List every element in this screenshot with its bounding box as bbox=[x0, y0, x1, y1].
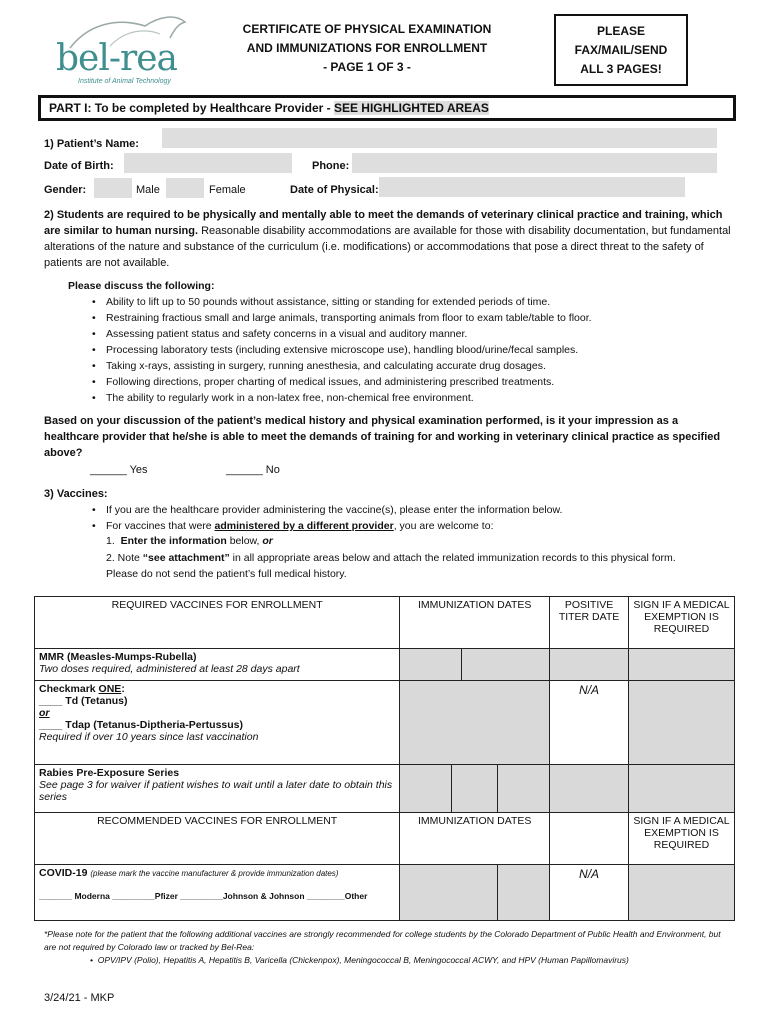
covid-cell bbox=[35, 865, 400, 921]
please-line-1: PLEASE bbox=[596, 24, 645, 38]
note-bullet-text: OPV/IPV (Polio), Hepatitis A, Hepatitis B, Varicella (Chickenpox), Meningococcal B, Meningococcal ACWY, and HPV (Human Papillomavirus) bbox=[97, 955, 629, 965]
female-checkbox[interactable] bbox=[166, 178, 204, 198]
checkmark-post: : bbox=[121, 683, 125, 695]
immunization-dates-header-2: IMMUNIZATION DATES bbox=[400, 813, 550, 865]
mmr-exemption[interactable] bbox=[629, 649, 735, 681]
covid-manufacturer-options[interactable]: _______ Moderna _________Pfizer _________Johnson & Johnson ________Other bbox=[39, 891, 368, 901]
recommended-header: RECOMMENDED VACCINES FOR ENROLLMENT bbox=[35, 813, 400, 865]
covid-dose-2[interactable] bbox=[498, 865, 550, 921]
date-physical-field[interactable] bbox=[379, 177, 685, 197]
tetanus-date[interactable] bbox=[400, 681, 550, 765]
section-2-paragraph bbox=[44, 207, 734, 271]
discuss-item: • The ability to regularly work in a non-latex free, non-chemical free environment. bbox=[92, 390, 732, 406]
mmr-row bbox=[35, 649, 735, 681]
vaccines-instructions bbox=[92, 502, 732, 534]
instruction-2-pre: For vaccines that were bbox=[106, 520, 215, 532]
vaccine-instruction-2 bbox=[92, 518, 732, 534]
part-one-banner bbox=[38, 95, 736, 121]
option-1-rest: below, bbox=[226, 535, 263, 547]
mmr-titer[interactable] bbox=[550, 649, 629, 681]
vaccines-heading: 3) Vaccines: bbox=[44, 488, 108, 500]
covid-dose-1[interactable] bbox=[400, 865, 498, 921]
title-line-1: CERTIFICATE OF PHYSICAL EXAMINATION bbox=[242, 22, 492, 36]
immunization-dates-header: IMMUNIZATION DATES bbox=[400, 597, 550, 649]
no-option[interactable]: ______ No bbox=[226, 464, 280, 476]
footer-revision: 3/24/21 - MKP bbox=[44, 992, 115, 1004]
mmr-note: Two doses required, administered at least 28 days apart bbox=[39, 663, 300, 675]
section-2-rest: Reasonable disability accommodations are available for those with disability documentation, but fundamental alterations of the nature and substance of the curriculum (i.e. modifications) or accommodations that pose a direct threat to the safety of patients are not available. bbox=[44, 225, 731, 269]
discuss-item: • Following directions, proper charting of medical issues, and administering prescribed treatments. bbox=[92, 374, 732, 390]
td-option[interactable]: ____ Td (Tetanus) bbox=[39, 695, 128, 707]
date-physical-label: Date of Physical: bbox=[290, 184, 379, 196]
part-one-prefix: PART I: To be completed by Healthcare Provider - bbox=[49, 101, 334, 115]
mmr-dose-1[interactable] bbox=[400, 649, 462, 681]
instruction-2-post: , you are welcome to: bbox=[393, 520, 494, 532]
discuss-item: • Assessing patient status and safety concerns in a visual and auditory manner. bbox=[92, 326, 732, 342]
tetanus-cell bbox=[35, 681, 400, 765]
rabies-dose-3[interactable] bbox=[498, 765, 550, 813]
discuss-item: • Processing laboratory tests (including extensive microscope use), handling blood/urine/fecal samples. bbox=[92, 342, 732, 358]
or-text: or bbox=[39, 707, 50, 719]
option-2-bold: “see attachment” bbox=[142, 552, 230, 564]
patient-name-field[interactable] bbox=[162, 128, 717, 148]
dob-label: Date of Birth: bbox=[44, 160, 114, 172]
checkmark-one: ONE bbox=[98, 683, 122, 695]
recommended-vaccines-note bbox=[44, 928, 724, 967]
covid-title: COVID-19 bbox=[39, 867, 88, 879]
gender-label: Gender: bbox=[44, 184, 87, 196]
tdap-note: Required if over 10 years since last vaccination bbox=[39, 731, 259, 743]
title-line-2: AND IMMUNIZATIONS FOR ENROLLMENT bbox=[246, 41, 488, 55]
required-header-row bbox=[35, 597, 735, 649]
option-1-bold: Enter the information bbox=[120, 535, 227, 547]
recommended-header-row bbox=[35, 813, 735, 865]
tetanus-exemption[interactable] bbox=[629, 681, 735, 765]
please-line-3: ALL 3 PAGES! bbox=[580, 62, 662, 76]
instruction-2-underlined: administered by a different provider bbox=[214, 520, 394, 532]
yes-option[interactable]: ______ Yes bbox=[90, 464, 148, 476]
impression-question: Based on your discussion of the patient’s medical history and physical examination performed, is it your impression as a healthcare provider that he/she is able to meet the demands of training for and working in veterinary clinical practice as specified above? bbox=[44, 415, 721, 459]
vaccine-table bbox=[34, 596, 735, 921]
tetanus-row bbox=[35, 681, 735, 765]
please-send-box bbox=[554, 14, 688, 86]
note-bullet: • OPV/IPV (Polio), Hepatitis A, Hepatitis B, Varicella (Chickenpox), Meningococcal B, Meningococcal ACWY, and HPV (Human Papillomavirus) bbox=[90, 955, 629, 965]
rabies-note: See page 3 for waiver if patient wishes to wait until a later date to obtain this series bbox=[39, 779, 393, 803]
part-one-highlight: SEE HIGHLIGHTED AREAS bbox=[333, 101, 489, 115]
rabies-dose-2[interactable] bbox=[452, 765, 498, 813]
mmr-dose-2[interactable] bbox=[462, 649, 550, 681]
option-2 bbox=[106, 550, 686, 582]
title-line-3: - PAGE 1 OF 3 - bbox=[323, 60, 411, 74]
logo-subtitle: Institute of Animal Technology bbox=[78, 78, 171, 85]
option-2-rest: in all appropriate areas below and attach the related immunization records to this physical form. Please do not send the patient’s full medical history. bbox=[106, 552, 676, 580]
mmr-cell bbox=[35, 649, 400, 681]
covid-titer-na: N/A bbox=[550, 865, 629, 921]
option-1 bbox=[106, 535, 273, 547]
tdap-option[interactable]: ____ Tdap (Tetanus-Diptheria-Pertussus) bbox=[39, 719, 244, 731]
medical-exemption-header-2: SIGN IF A MEDICAL EXEMPTION IS REQUIRED bbox=[629, 813, 735, 865]
covid-note: (please mark the vaccine manufacturer & provide immunization dates) bbox=[90, 869, 339, 878]
option-2-pre: 2. Note bbox=[106, 552, 143, 564]
rabies-dose-1[interactable] bbox=[400, 765, 452, 813]
discuss-item: • Restraining fractious small and large animals, transporting animals from floor to exam table/table to floor. bbox=[92, 310, 732, 326]
phone-label: Phone: bbox=[312, 160, 350, 172]
tetanus-titer-na: N/A bbox=[550, 681, 629, 765]
male-label: Male bbox=[136, 184, 160, 196]
titer-date-header: POSITIVE TITER DATE bbox=[550, 597, 629, 649]
discuss-item: • Taking x-rays, assisting in surgery, running anesthesia, and calculating accurate drug dosages. bbox=[92, 358, 732, 374]
please-line-2: FAX/MAIL/SEND bbox=[574, 43, 668, 57]
option-1-number: 1. bbox=[106, 535, 115, 547]
female-label: Female bbox=[209, 184, 246, 196]
checkmark-pre: Checkmark bbox=[39, 683, 99, 695]
medical-exemption-header: SIGN IF A MEDICAL EXEMPTION IS REQUIRED bbox=[629, 597, 735, 649]
logo bbox=[50, 12, 200, 92]
rabies-cell bbox=[35, 765, 400, 813]
covid-row bbox=[35, 865, 735, 921]
discuss-heading: Please discuss the following: bbox=[68, 280, 215, 292]
option-1-or: or bbox=[262, 535, 273, 547]
document-title bbox=[222, 20, 512, 77]
male-checkbox[interactable] bbox=[94, 178, 132, 198]
rabies-exemption[interactable] bbox=[629, 765, 735, 813]
logo-name: bel-rea bbox=[56, 38, 178, 79]
patient-name-label: 1) Patient’s Name: bbox=[44, 138, 139, 150]
rabies-row bbox=[35, 765, 735, 813]
blank-cell bbox=[550, 813, 629, 865]
dob-field[interactable] bbox=[124, 153, 292, 173]
phone-field[interactable] bbox=[352, 153, 717, 173]
covid-exemption[interactable] bbox=[629, 865, 735, 921]
vaccine-instruction-1: • If you are the healthcare provider administering the vaccine(s), please enter the information below. bbox=[92, 502, 732, 518]
section-2-bold: 2) Students are required to be physically and mentally able to meet the demands of veterinary clinical practice and training, which are similar to human nursing. bbox=[44, 209, 723, 237]
discuss-list bbox=[92, 294, 732, 406]
required-header: REQUIRED VACCINES FOR ENROLLMENT bbox=[35, 597, 400, 649]
rabies-titer[interactable] bbox=[550, 765, 629, 813]
discuss-item: • Ability to lift up to 50 pounds without assistance, sitting or standing for extended periods of time. bbox=[92, 294, 732, 310]
rabies-title: Rabies Pre-Exposure Series bbox=[39, 767, 180, 779]
note-text: *Please note for the patient that the following additional vaccines are strongly recommended for college students by the Colorado Department of Public Health and Environment, but are not required by Colorado law or tracked by Bel-Rea: bbox=[44, 929, 721, 952]
mmr-title: MMR (Measles-Mumps-Rubella) bbox=[39, 651, 197, 663]
